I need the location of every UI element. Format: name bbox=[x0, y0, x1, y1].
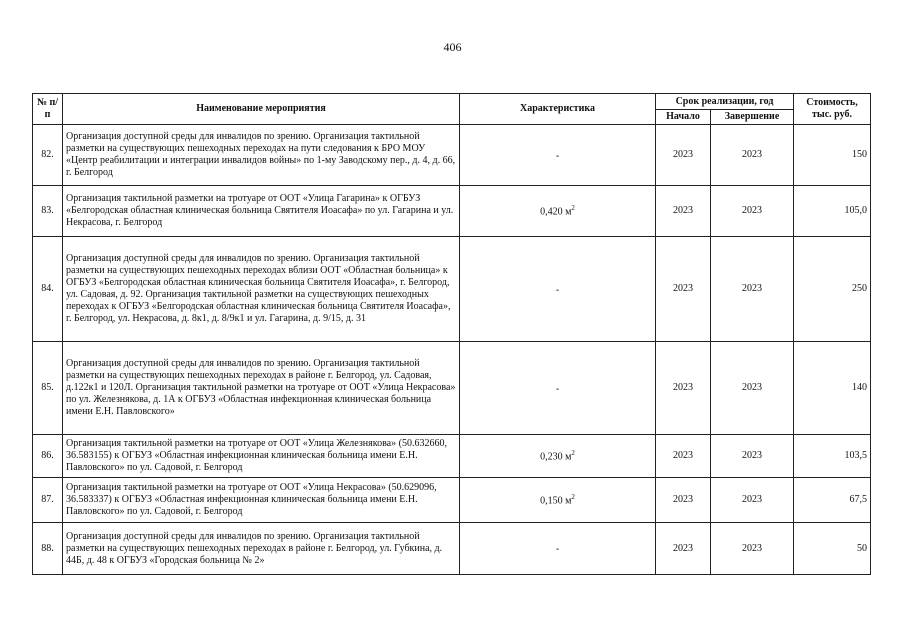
table-row bbox=[33, 237, 871, 342]
row-cost: 150 bbox=[794, 125, 871, 186]
char-value: 0,150 м bbox=[540, 495, 572, 507]
table-row bbox=[33, 478, 871, 523]
header-cost: Стоимость, тыс. руб. bbox=[794, 94, 871, 125]
row-end: 2023 bbox=[711, 435, 794, 478]
header-period: Срок реализации, год bbox=[656, 94, 794, 110]
row-num: 82. bbox=[33, 125, 63, 186]
row-name: Организация тактильной разметки на тротуаре от ООТ «Улица Некрасова» (50.629096, 36.583337) к ОГБУЗ «Областная инфекционная клиническая больница имени Е.Н. Павловского» по ул. Садовой, г. Белгород bbox=[63, 478, 460, 523]
row-characteristic bbox=[460, 237, 656, 342]
char-unit: 2 bbox=[571, 448, 575, 457]
row-cost: 103,5 bbox=[794, 435, 871, 478]
measures-table bbox=[32, 93, 871, 575]
row-num: 83. bbox=[33, 186, 63, 237]
row-end: 2023 bbox=[711, 125, 794, 186]
row-start: 2023 bbox=[656, 342, 711, 435]
header-start: Начало bbox=[656, 110, 711, 125]
row-start: 2023 bbox=[656, 237, 711, 342]
row-characteristic bbox=[460, 125, 656, 186]
char-unit: 2 bbox=[571, 203, 575, 212]
row-num: 87. bbox=[33, 478, 63, 523]
row-num: 85. bbox=[33, 342, 63, 435]
row-name: Организация доступной среды для инвалидов по зрению. Организация тактильной разметки на существующих пешеходных переходах на пути следования к БРО МОУ «Центр реабилитации и интеграции инвалидов войны» по 1-му Заводскому пер., д. 4, д. 66, г. Белгород bbox=[63, 125, 460, 186]
char-unit: 2 bbox=[571, 492, 575, 501]
header-characteristic: Характеристика bbox=[460, 94, 656, 125]
row-start: 2023 bbox=[656, 125, 711, 186]
row-end: 2023 bbox=[711, 342, 794, 435]
char-value: 0,230 м bbox=[540, 451, 572, 463]
row-start: 2023 bbox=[656, 478, 711, 523]
row-end: 2023 bbox=[711, 478, 794, 523]
row-num: 88. bbox=[33, 523, 63, 575]
row-start: 2023 bbox=[656, 435, 711, 478]
header-name: Наименование мероприятия bbox=[63, 94, 460, 125]
row-characteristic bbox=[460, 435, 656, 478]
row-end: 2023 bbox=[711, 523, 794, 575]
table-row bbox=[33, 125, 871, 186]
char-value: - bbox=[555, 284, 560, 296]
row-num: 86. bbox=[33, 435, 63, 478]
row-cost: 67,5 bbox=[794, 478, 871, 523]
table-row bbox=[33, 342, 871, 435]
table-row bbox=[33, 435, 871, 478]
page-number: 406 bbox=[443, 40, 462, 54]
char-value: - bbox=[555, 150, 560, 162]
table-row bbox=[33, 523, 871, 575]
table-row bbox=[33, 186, 871, 237]
table-body bbox=[33, 125, 871, 575]
row-characteristic bbox=[460, 523, 656, 575]
row-cost: 105,0 bbox=[794, 186, 871, 237]
row-characteristic bbox=[460, 478, 656, 523]
row-start: 2023 bbox=[656, 186, 711, 237]
row-num: 84. bbox=[33, 237, 63, 342]
char-value: 0,420 м bbox=[540, 206, 572, 218]
row-name: Организация тактильной разметки на тротуаре от ООТ «Улица Железнякова» (50.632660, 36.583155) к ОГБУЗ «Областная инфекционная клиническая больница имени Е.Н. Павловского» по ул. Садовой, г. Белгород bbox=[63, 435, 460, 478]
char-value: - bbox=[555, 383, 560, 395]
row-cost: 250 bbox=[794, 237, 871, 342]
row-characteristic bbox=[460, 186, 656, 237]
row-start: 2023 bbox=[656, 523, 711, 575]
row-characteristic bbox=[460, 342, 656, 435]
row-name: Организация тактильной разметки на тротуаре от ООТ «Улица Гагарина» к ОГБУЗ «Белгородская областная клиническая больница Святителя Иоасафа» по ул. Гагарина и ул. Некрасова, г. Белгород bbox=[63, 186, 460, 237]
row-cost: 140 bbox=[794, 342, 871, 435]
row-name: Организация доступной среды для инвалидов по зрению. Организация тактильной разметки на существующих пешеходных переходах вблизи ООТ «Областная больница» к ОГБУЗ «Белгородская областная клиническая больница Святителя Иоасафа», г. Белгород, ул. Садовая, д. 92. Организация тактильной разметки на существующих пешеходных переходах к ОГБУЗ «Белгородская областная клиническая больница Святителя Иоасафа», г. Белгород, ул. Некрасова, д. 8к1, д. 8/9к1 и ул. Гагарина, д. 9/15, д. 31 bbox=[63, 237, 460, 342]
char-value: - bbox=[555, 543, 560, 555]
header-end: Завершение bbox=[711, 110, 794, 125]
row-cost: 50 bbox=[794, 523, 871, 575]
row-end: 2023 bbox=[711, 237, 794, 342]
row-name: Организация доступной среды для инвалидов по зрению. Организация тактильной разметки на существующих пешеходных переходах в районе г. Белгород, ул. Садовая, д.122к1 и 120Л. Организация тактильной разметки на тротуаре от ООТ «Улица Некрасова» по ул. Железнякова, д. 1А к ОГБУЗ «Областная инфекционная клиническая больница имени Е.Н. Павловского» bbox=[63, 342, 460, 435]
row-name: Организация доступной среды для инвалидов по зрению. Организация тактильной разметки на существующих пешеходных переходах в районе г. Белгород, ул. Губкина, д. 44Б, д. 48 к ОГБУЗ «Городская больница № 2» bbox=[63, 523, 460, 575]
row-end: 2023 bbox=[711, 186, 794, 237]
header-num: № п/п bbox=[33, 94, 63, 125]
